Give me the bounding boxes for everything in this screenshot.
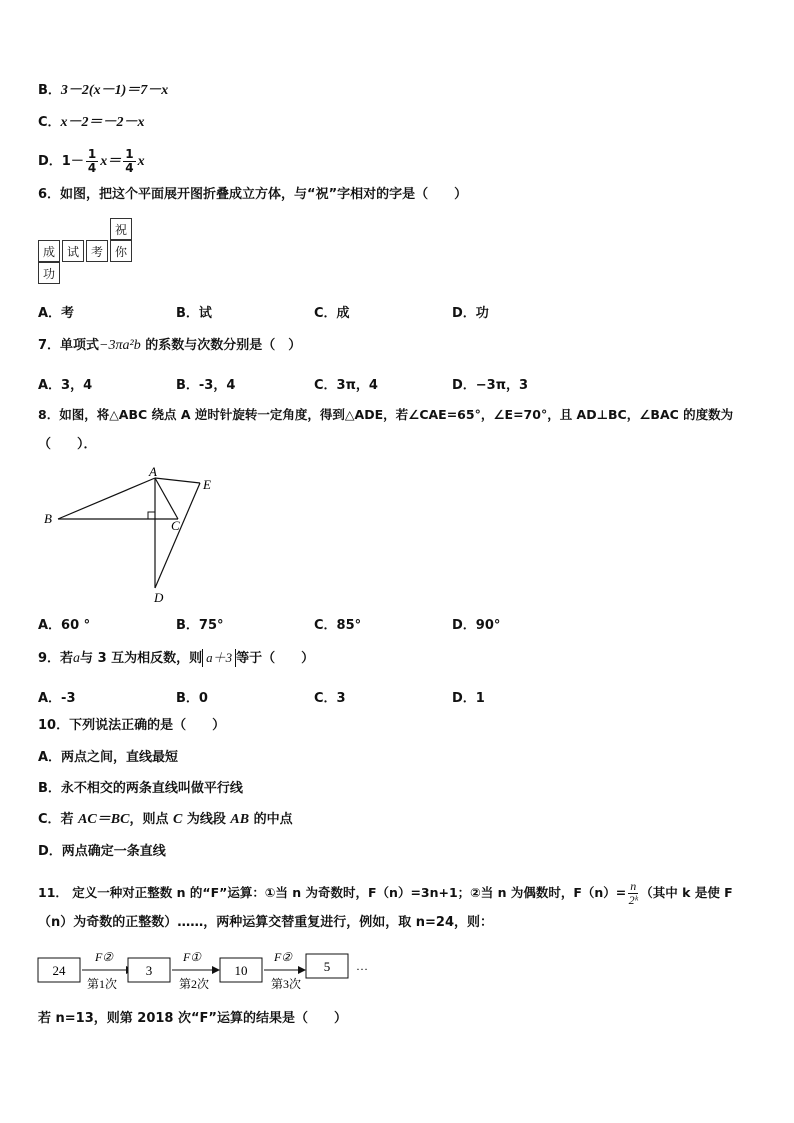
flow-op-3: F② [273, 950, 293, 964]
q6-option-b: B．试 [176, 306, 212, 321]
q8-option-b: B．75° [176, 618, 224, 633]
label-a: A [149, 464, 157, 479]
net-cell-ni: 你 [110, 240, 132, 262]
triangle-rotation-figure [30, 462, 230, 607]
net-cell-kao: 考 [86, 240, 108, 262]
q11-stem-line1: 11． 定义一种对正整数 n 的“F”运算：①当 n 为奇数时，F（n）=3n+1；②当 n 为偶数时，F（n）= $\frac{n}{\text{2ᵏ}}$ （其中 k 是使 F [38, 879, 733, 907]
q10-stem: 10．下列说法正确的是（ ） [38, 718, 226, 733]
q9-option-c: C．3 [314, 691, 346, 706]
q11-question: 若 n=13，则第 2018 次“F”运算的结果是（ ） [38, 1011, 347, 1026]
flow-step-1: 第1次 [86, 977, 118, 991]
flow-step-2: 第2次 [178, 977, 210, 991]
q5-option-b: B．3－2(x－1)＝7－x [38, 83, 169, 98]
net-cell-zhu: 祝 [110, 218, 132, 240]
q7-option-a: A．3，4 [38, 378, 93, 393]
q8-option-c: C．85° [314, 618, 362, 633]
q11-stem-line2: （n）为奇数的正整数）……，两种运算交替重复进行，例如，取 n=24，则： [38, 915, 494, 930]
variable-a: a [73, 651, 81, 666]
label-e: E [203, 477, 211, 492]
net-cell-shi: 试 [62, 240, 84, 262]
f-operation-flowchart [34, 946, 370, 996]
q7-option-c: C．3π，4 [314, 378, 378, 393]
q5-option-d: D．1－ $\frac{1}{4}$ x＝ $\frac{1}{4}$ x [38, 147, 145, 175]
fraction-n-over-2k: $\frac{n}{\text{2ᵏ}}$ [628, 879, 638, 907]
flow-box-10: 10 [234, 963, 248, 978]
q6-option-d: D．功 [452, 306, 489, 321]
flow-ellipsis: … [356, 959, 368, 973]
cube-net-figure [38, 218, 138, 290]
q8-option-a: A．60 ° [38, 618, 91, 633]
q6-stem: 6．如图，把这个平面展开图折叠成立方体，与“祝”字相对的字是（ ） [38, 187, 468, 202]
flow-step-3: 第3次 [270, 977, 302, 991]
q7-option-b: B．-3，4 [176, 378, 236, 393]
q8-option-d: D．90° [452, 618, 501, 633]
q8-stem-line1: 8．如图，将△ABC 绕点 A 逆时针旋转一定角度，得到△ADE，若∠CAE=65°，∠E=70°，且 AD⊥BC，∠BAC 的度数为 [38, 407, 734, 422]
q10-option-a: A．两点之间，直线最短 [38, 750, 179, 765]
flow-op-2: F① [182, 950, 202, 964]
q10-option-d: D．两点确定一条直线 [38, 844, 166, 859]
fraction-1-4: $\frac{1}{4}$ [87, 147, 97, 175]
fraction-1-4-b: $\frac{1}{4}$ [125, 147, 134, 175]
q9-option-a: A．-3 [38, 691, 76, 706]
q7-option-d: D．−3π，3 [452, 378, 529, 393]
monomial: −3πa²b [99, 338, 141, 353]
label-d: D [154, 590, 164, 605]
flow-box-24: 24 [52, 963, 66, 978]
q8-stem-line2: （ ）． [38, 437, 97, 452]
flow-op-1: F② [94, 950, 114, 964]
q9-stem: 9．若a与 3 互为相反数，则 a＋3 等于（ ） [38, 650, 315, 666]
label-c: C [171, 518, 180, 533]
q10-option-b: B．永不相交的两条直线叫做平行线 [38, 781, 243, 796]
net-cell-cheng: 成 [38, 240, 60, 262]
q6-option-a: A．考 [38, 306, 75, 321]
q7-stem: 7．单项式−3πa²b 的系数与次数分别是（ ） [38, 338, 302, 353]
q9-option-d: D．1 [452, 691, 485, 706]
flow-box-3: 3 [145, 963, 153, 978]
flow-box-5: 5 [323, 959, 331, 974]
absolute-value: a＋3 [202, 649, 236, 667]
q9-option-b: B．0 [176, 691, 208, 706]
q10-option-c: C．若 AC＝BC，则点 C 为线段 AB 的中点 [38, 812, 293, 827]
label-b: B [44, 511, 52, 526]
q6-option-c: C．成 [314, 306, 350, 321]
q5-option-c: C．x－2＝－2－x [38, 115, 145, 130]
net-cell-gong: 功 [38, 262, 60, 284]
